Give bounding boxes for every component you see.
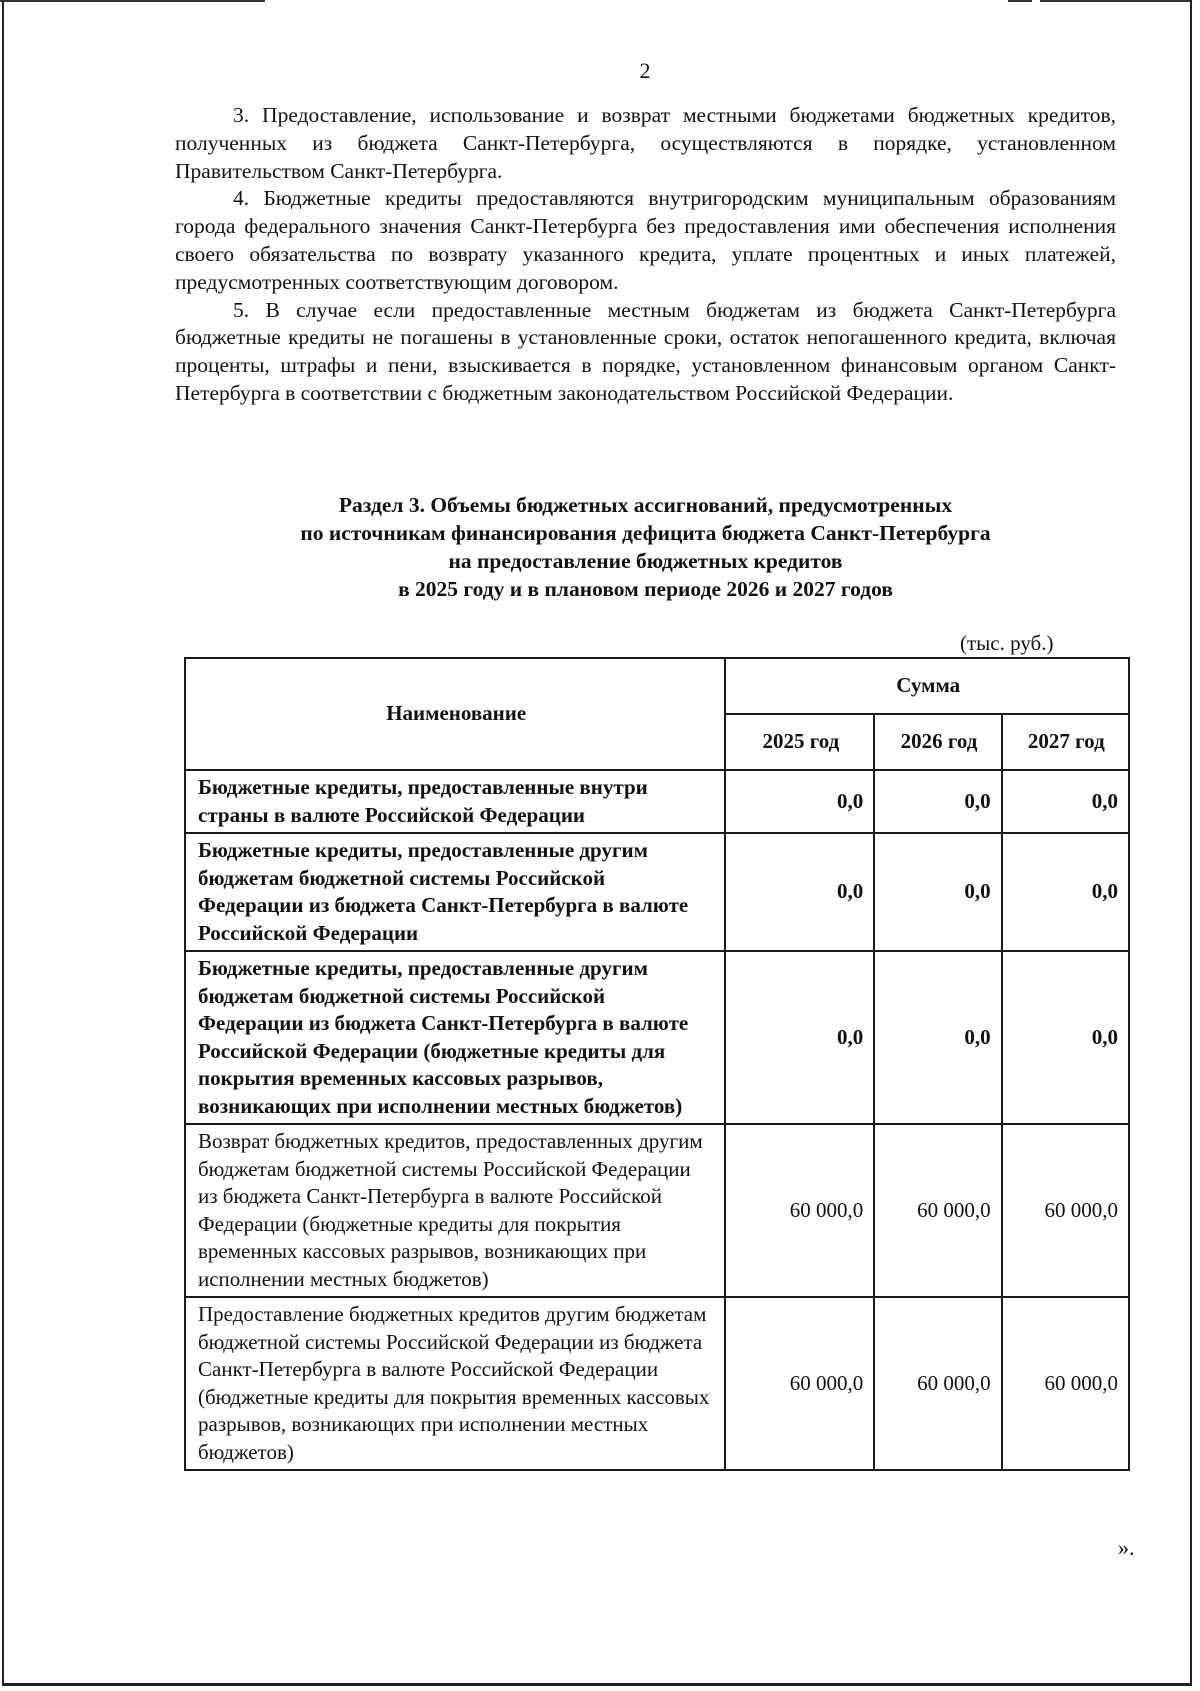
row-name: Бюджетные кредиты, предоставленные внутри страны в валюте Российской Федерации [185,770,725,833]
row-value: 60 000,0 [1002,1297,1129,1470]
row-value: 60 000,0 [874,1124,1001,1297]
table-row [185,1297,1129,1470]
row-value: 0,0 [725,833,874,951]
units-label: (тыс. руб.) [960,631,1054,655]
row-value: 60 000,0 [1002,1124,1129,1297]
section-title-line: Раздел 3. Объемы бюджетных ассигнований, предусмотренных [338,493,953,517]
row-value: 0,0 [725,770,874,833]
row-value: 0,0 [874,833,1001,951]
section-title [175,491,1116,603]
row-value: 0,0 [874,951,1001,1124]
row-name: Бюджетные кредиты, предоставленные другим бюджетам бюджетной системы Российской Федерации из бюджета Санкт-Петербурга в валюте Российской Федерации (бюджетные кредиты для покрытия временных кассовых разрывов, возникающих при исполнении местных бюджетов) [185,951,725,1124]
table-row [185,951,1129,1124]
column-header-year: 2025 год [725,714,874,770]
document-body [175,102,1116,408]
row-name: Бюджетные кредиты, предоставленные другим бюджетам бюджетной системы Российской Федерации из бюджета Санкт-Петербурга в валюте Российской Федерации [185,833,725,951]
column-header-year: 2027 год [1002,714,1129,770]
page-number: 2 [639,58,651,83]
top-edge-line [1008,0,1032,2]
paragraph-5: 5. В случае если предоставленные местным бюджетам из бюджета Санкт-Петербурга бюджетные кредиты не погашены в установленные сроки, остаток непогашенного кредита, включая проценты, штрафы и пени, взыскивается в порядке, установленном финансовым органом Санкт-Петербурга в соответствии с бюджетным законодательством Российской Федерации. [175,297,1116,405]
column-header-year: 2026 год [874,714,1001,770]
row-name: Возврат бюджетных кредитов, предоставленных другим бюджетам бюджетной системы Российской Федерации из бюджета Санкт-Петербурга в валюте Российской Федерации (бюджетные кредиты для покрытия временных кассовых разрывов, возникающих при исполнении местных бюджетов) [185,1124,725,1297]
paragraph-3: 3. Предоставление, использование и возврат местными бюджетами бюджетных кредитов, полученных из бюджета Санкт-Петербурга, осуществляются в порядке, установленном Правительством Санкт-Петербурга. [175,103,1116,183]
top-edge-line [0,0,265,2]
row-value: 60 000,0 [725,1124,874,1297]
closing-quote-mark: ». [1118,1535,1135,1560]
row-value: 0,0 [874,770,1001,833]
row-value: 60 000,0 [874,1297,1001,1470]
table-row [185,833,1129,951]
table-row [185,1124,1129,1297]
row-value: 0,0 [1002,770,1129,833]
row-value: 0,0 [725,951,874,1124]
budget-table [184,657,1130,1471]
paragraph-4: 4. Бюджетные кредиты предоставляются внутригородским муниципальным образованиям города федерального значения Санкт-Петербурга без предоставления ими обеспечения исполнения своего обязательства по возврату указанного кредита, уплате процентных и иных платежей, предусмотренных соответствующим договором. [175,186,1116,294]
section-title-line: в 2025 году и в плановом периоде 2026 и 2027 годов [398,577,893,601]
top-edge-line [1040,0,1190,2]
column-header-sum: Сумма [725,658,1129,714]
table-row [185,770,1129,833]
row-value: 0,0 [1002,833,1129,951]
section-title-line: по источникам финансирования дефицита бюджета Санкт-Петербурга [300,521,991,545]
column-header-name: Наименование [185,658,725,770]
row-value: 0,0 [1002,951,1129,1124]
row-value: 60 000,0 [725,1297,874,1470]
section-title-line: на предоставление бюджетных кредитов [448,549,843,573]
row-name: Предоставление бюджетных кредитов другим бюджетам бюджетной системы Российской Федерации из бюджета Санкт-Петербурга в валюте Российской Федерации (бюджетные кредиты для покрытия временных кассовых разрывов, возникающих при исполнении местных бюджетов) [185,1297,725,1470]
